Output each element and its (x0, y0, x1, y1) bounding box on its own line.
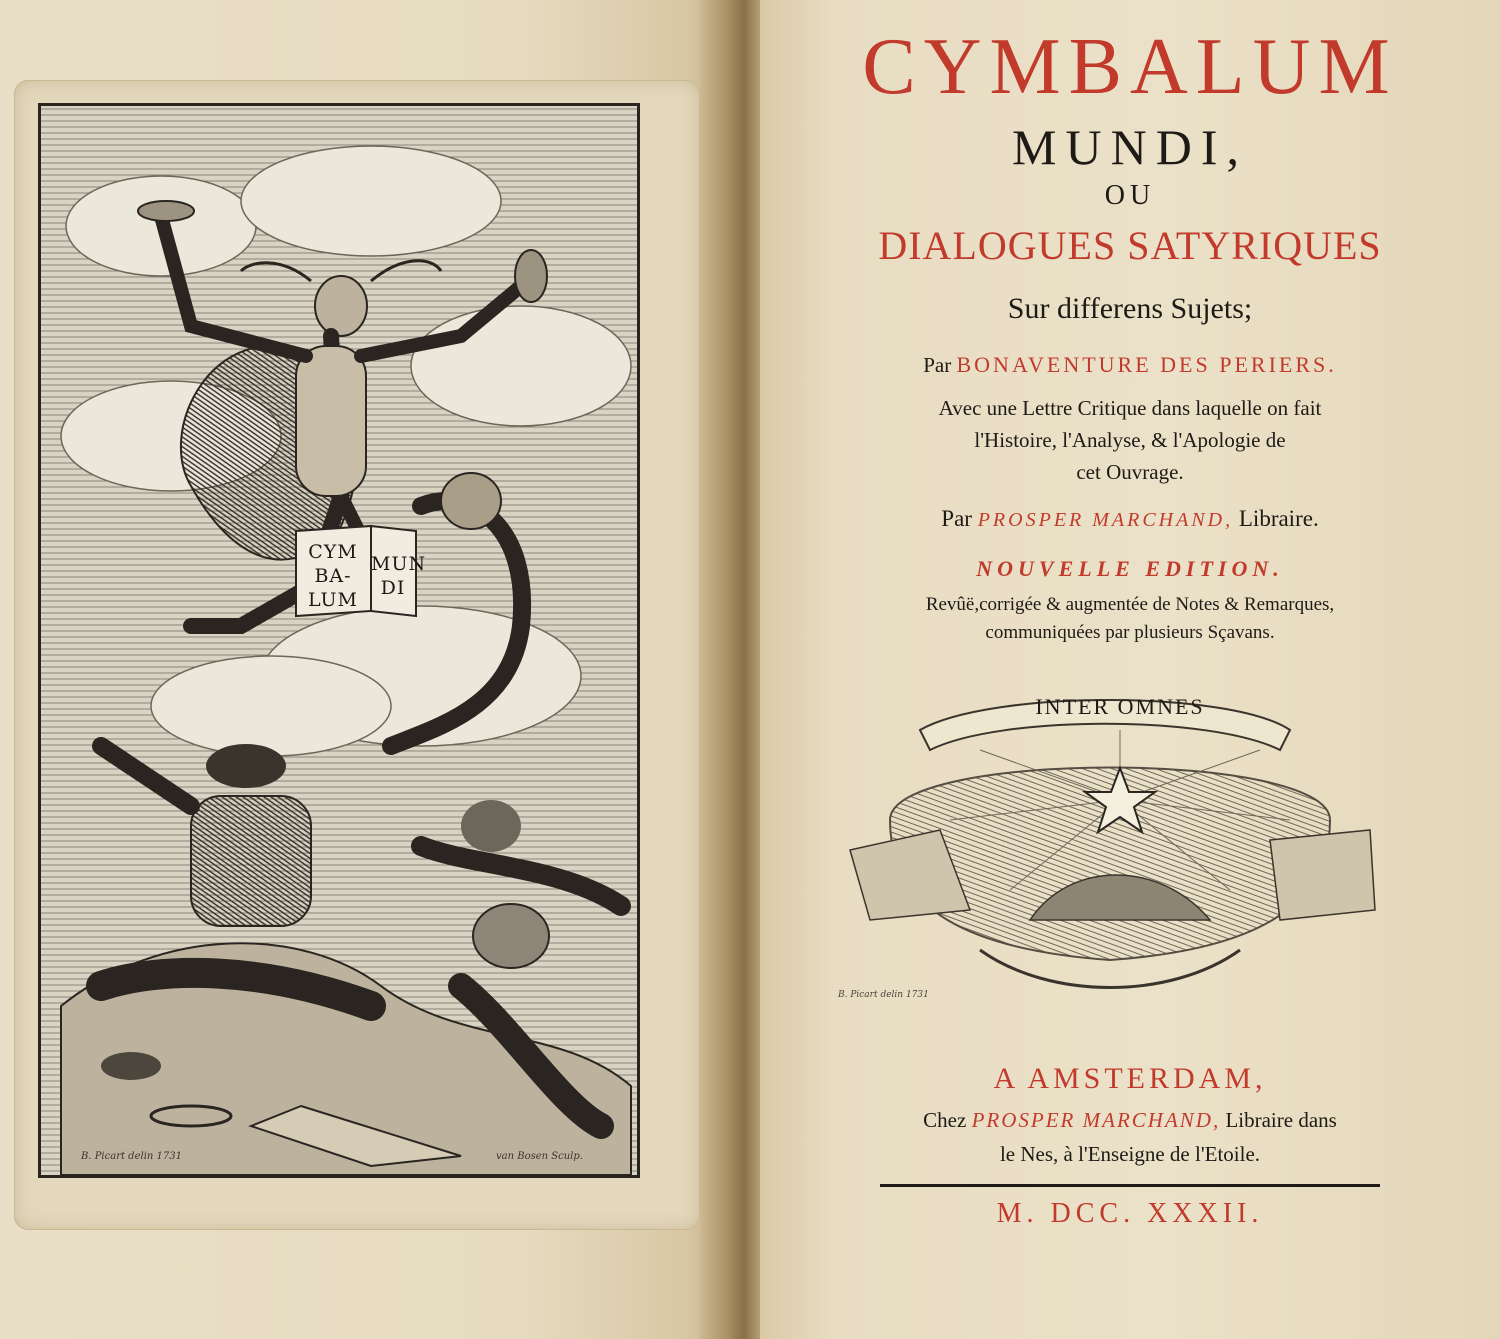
book-right-page-text: MUN DI (371, 553, 427, 599)
description-line-2: l'Histoire, l'Analyse, & l'Apologie de (974, 428, 1286, 452)
imprint-city: A AMSTERDAM, (993, 1062, 1267, 1095)
editor-prefix: Par (941, 506, 972, 531)
edition-label: NOUVELLE EDITION. (976, 556, 1284, 581)
vignette-credit: B. Picart delin 1731 (838, 990, 929, 1000)
engraving-illustration (41, 106, 637, 1175)
motto-ribbon-text: INTER OMNES (1035, 694, 1205, 719)
edition-note-line-2: communiquées par plusieurs Sçavans. (985, 622, 1275, 643)
editor-name: PROSPER MARCHAND, (977, 509, 1234, 531)
book-left-page-text: CYM BA- LUM (307, 541, 359, 611)
editor-suffix: Libraire. (1238, 506, 1319, 531)
title-ou: OU (1104, 180, 1156, 211)
engraving-credit-left: B. Picart delin 1731 (81, 1151, 182, 1162)
title-mundi: MUNDI, (1012, 119, 1248, 175)
engraving-credit-right: van Bosen Sculp. (496, 1151, 583, 1162)
printer-vignette (830, 690, 1390, 1010)
author-line (760, 352, 1500, 378)
imprint-line1-end: Libraire dans (1225, 1108, 1337, 1132)
title-cymbalum: CYMBALUM (862, 23, 1398, 111)
subtitle: Sur differens Sujets; (1007, 292, 1253, 325)
imprint-line-1 (760, 1108, 1500, 1133)
edition-note-line-1: Revûë,corrigée & augmentée de Notes & Remarques, (925, 594, 1335, 615)
title-page (760, 0, 1500, 1339)
title-dialogues: DIALOGUES SATYRIQUES (878, 223, 1382, 268)
imprint-publisher: PROSPER MARCHAND, (971, 1108, 1221, 1132)
editor-line (760, 506, 1500, 532)
imprint-rule (880, 1184, 1380, 1187)
author-prefix: Par (923, 353, 952, 377)
frontispiece-engraving (38, 103, 640, 1178)
frontispiece-page (0, 0, 745, 1339)
description-line-1: Avec une Lettre Critique dans laquelle on fait (938, 396, 1322, 420)
author-name: BONAVENTURE DES PERIERS. (956, 352, 1337, 377)
imprint-date: M. DCC. XXXII. (996, 1198, 1264, 1229)
ground-figures (41, 744, 637, 1175)
description-line-3: cet Ouvrage. (1076, 460, 1184, 484)
imprint-line-2: le Nes, à l'Enseigne de l'Etoile. (999, 1142, 1261, 1166)
imprint-chez: Chez (923, 1108, 967, 1132)
